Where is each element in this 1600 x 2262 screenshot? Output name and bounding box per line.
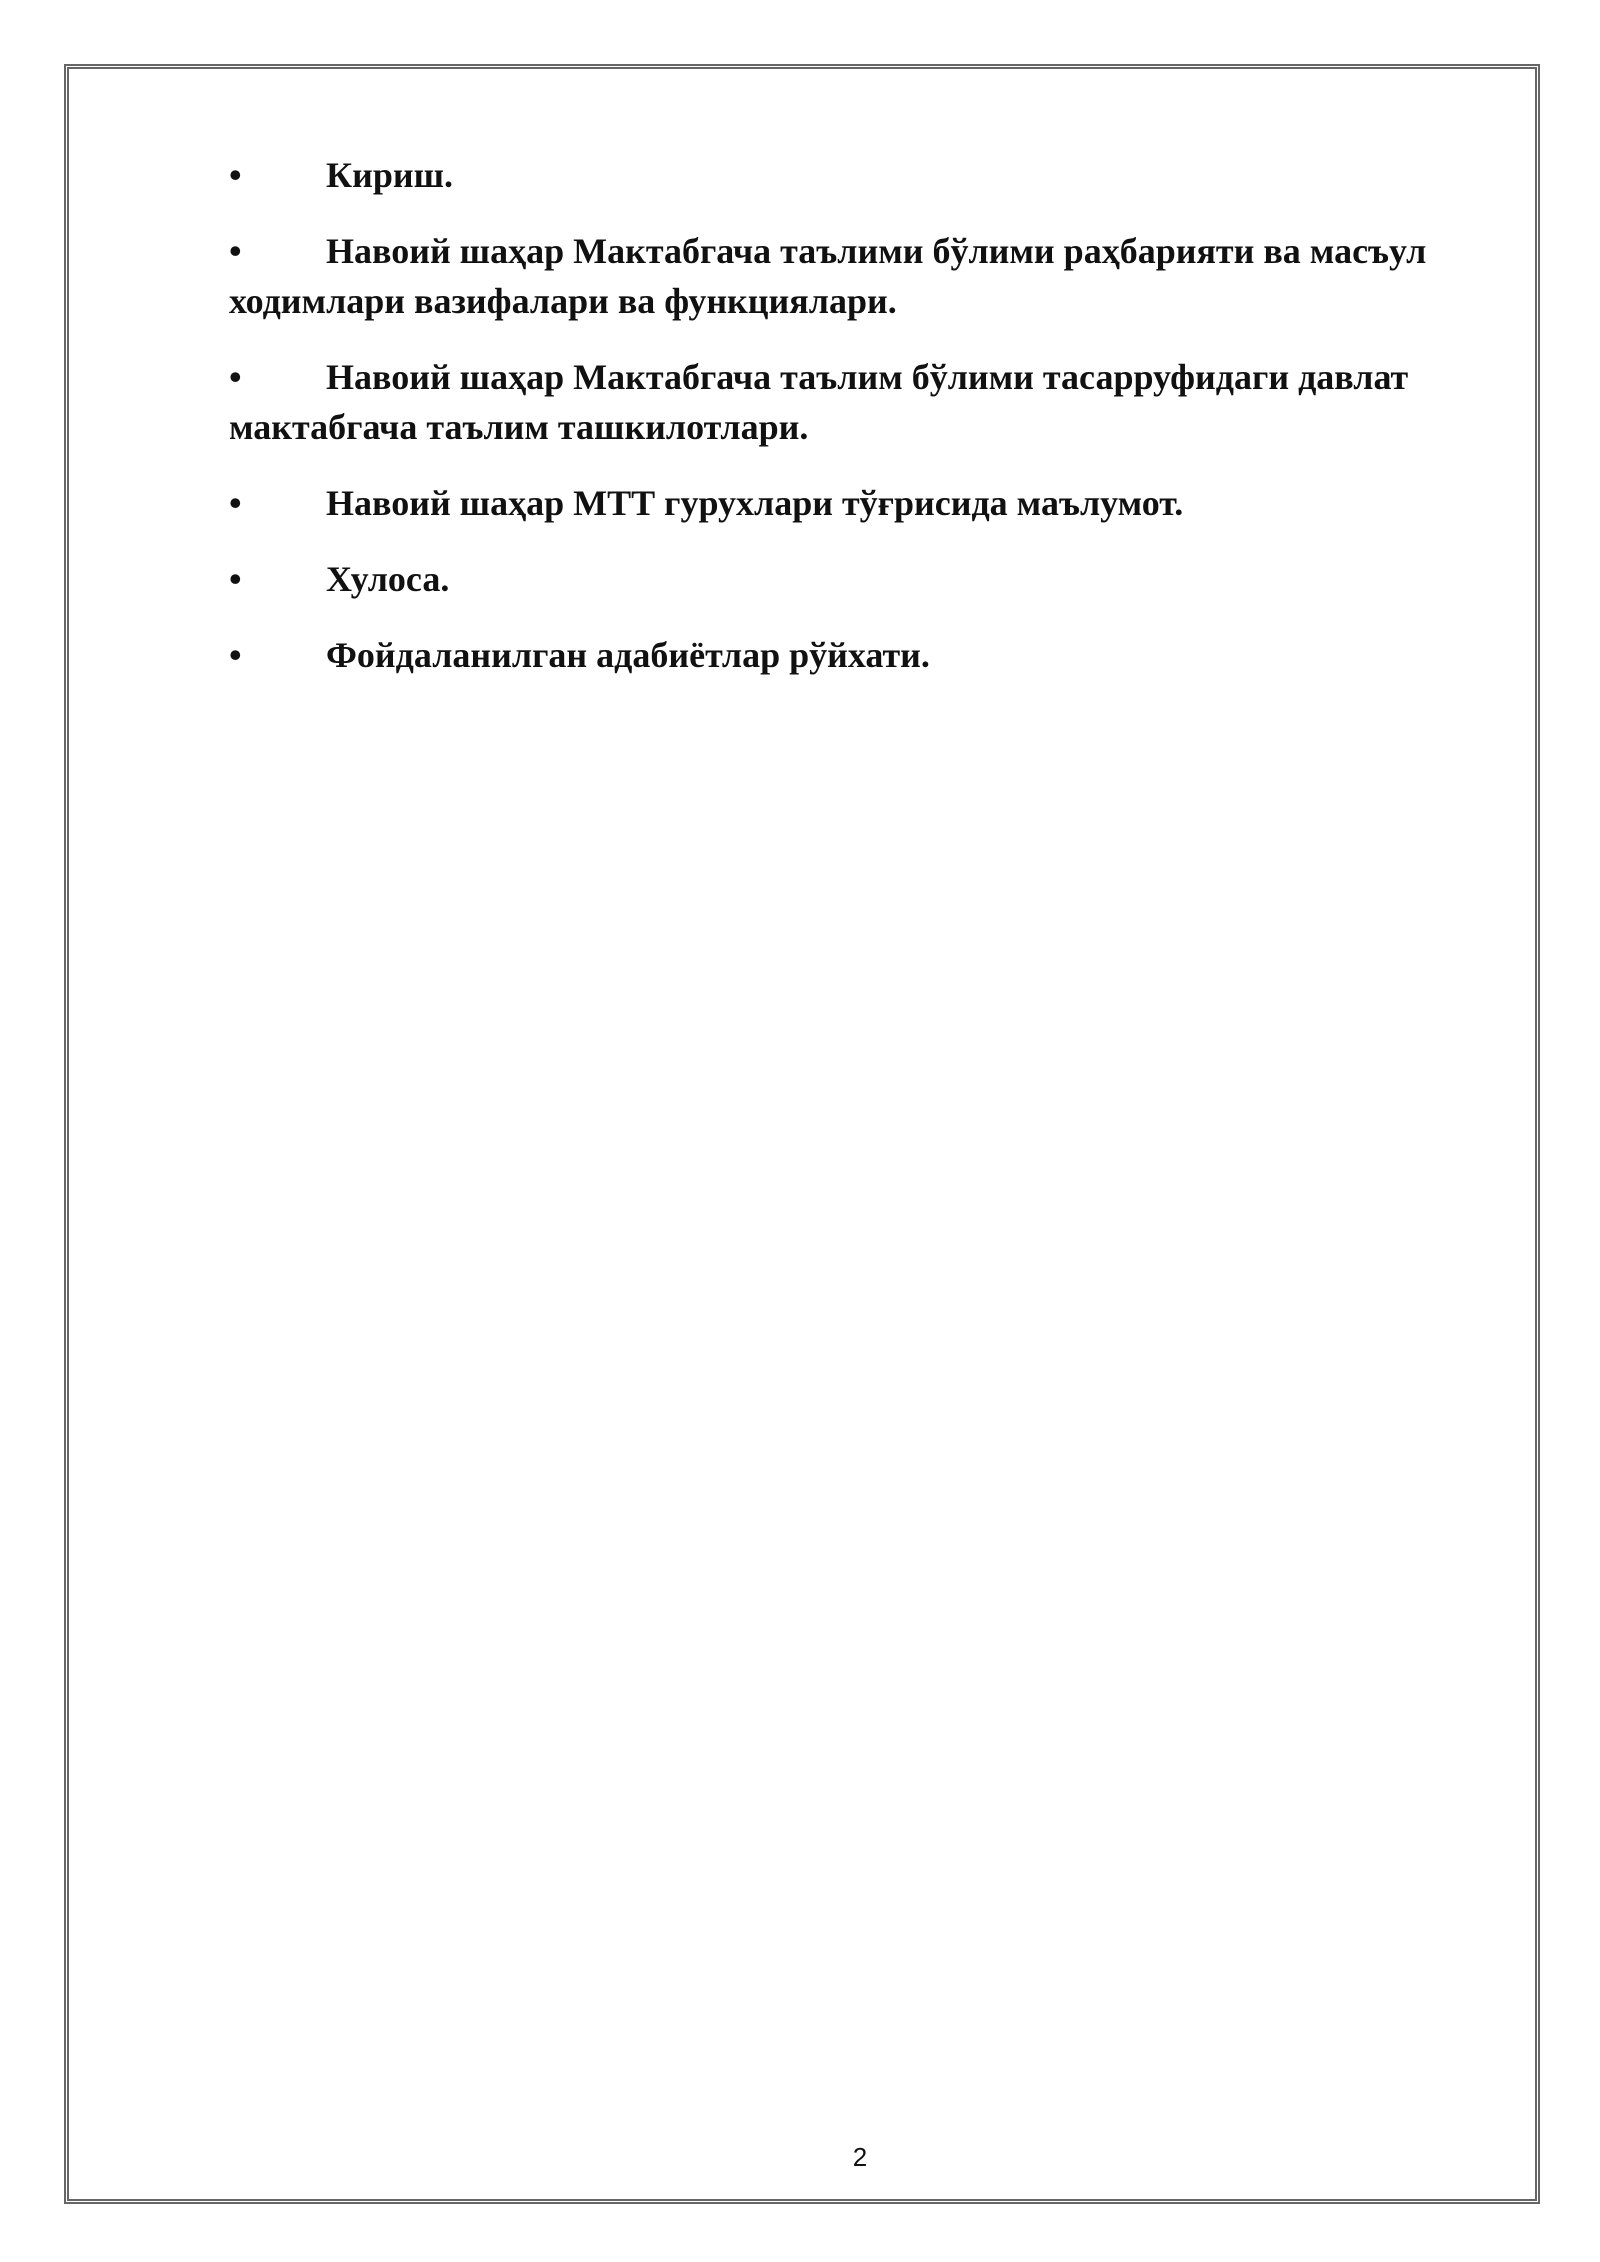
bullet-icon: • [229,357,242,397]
toc-item-text: Навоий шаҳар Мактабгача таълими бўлими раҳбарияти ва масъул ходимлари вазифалари ва функциялари. [229,231,1427,321]
toc-item-groups-info [229,478,1489,528]
bullet-icon: • [229,635,242,675]
toc-item-text: Хулоса. [326,559,450,599]
toc-item-text: Кириш. [326,155,454,195]
bullet-icon: • [229,559,242,599]
table-of-contents [229,150,1489,706]
bullet-icon: • [229,231,242,271]
toc-item-preschool-organizations [229,352,1489,452]
toc-item-management-duties [229,226,1489,326]
toc-item-text: Навоий шаҳар МТТ гурухлари тўғрисида маълумот. [326,483,1184,523]
page-number: 2 [852,2142,868,2172]
bullet-icon: • [229,155,242,195]
toc-item-introduction [229,150,1489,200]
toc-item-conclusion [229,554,1489,604]
toc-item-references [229,630,1489,680]
bullet-icon: • [229,483,242,523]
toc-item-text: Навоий шаҳар Мактабгача таълим бўлими тасарруфидаги давлат мактабгача таълим ташкилотлари. [229,357,1409,447]
toc-item-text: Фойдаланилган адабиётлар рўйхати. [326,635,930,675]
